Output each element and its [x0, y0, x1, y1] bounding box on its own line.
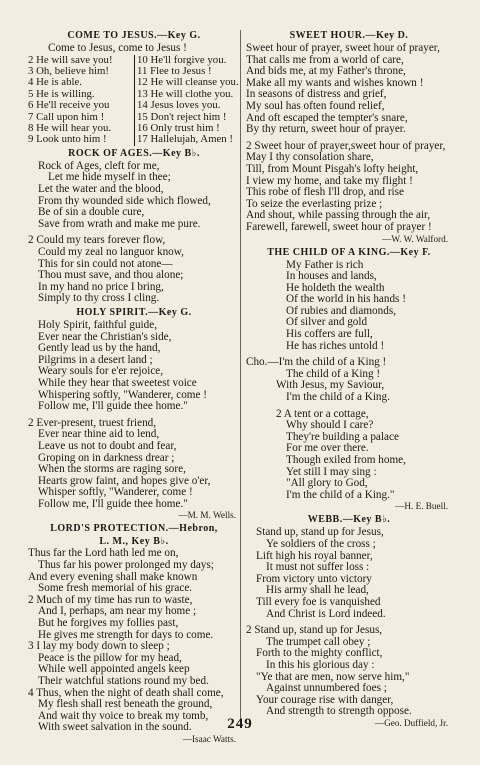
- hymn-line: Farewell, farewell, sweet hour of prayer !: [246, 220, 432, 233]
- hymn-line: Thus far his power prolonged my days;: [38, 559, 214, 572]
- hymn-line: Yet still I may sing :: [286, 465, 377, 478]
- hymn-line: May I thy consolation share,: [246, 151, 374, 164]
- hymn-line: By thy return, sweet hour of prayer.: [246, 123, 406, 136]
- hymn-line: From victory unto victory: [256, 572, 372, 585]
- hymn-line: The trumpet call obey ;: [266, 635, 371, 648]
- hymn-line: Hearts grow faint, and hopes give o'er,: [38, 474, 211, 487]
- hymn-line: Could my zeal no languor know,: [38, 246, 184, 258]
- hymn-author: —Isaac Watts.: [182, 733, 236, 744]
- hymn-title-webb: WEBB.—Key B♭.: [307, 514, 391, 526]
- hymn-line: 3 I lay my body down to sleep ;: [28, 640, 170, 653]
- page-number: 249: [227, 716, 253, 732]
- hymn-title-rock-of-ages: ROCK OF AGES.—Key B♭.: [68, 147, 200, 159]
- hymn-line: Thus far the Lord hath led me on,: [28, 547, 179, 560]
- hymn-line: Leave us not to doubt and fear,: [38, 439, 177, 452]
- hymn-line: Of silver and gold: [286, 316, 368, 329]
- hymn-line: I'm the child of a King.": [286, 488, 395, 501]
- come-to-jesus-verse-grid: [28, 55, 240, 146]
- hymn-line: Ever near the Christian's side,: [38, 330, 172, 343]
- hymn-line: And I, perhaps, am near my home ;: [38, 605, 197, 618]
- hymn-line: Lift high his royal banner,: [256, 549, 373, 562]
- grid-cell: 4 He is able.: [28, 76, 82, 89]
- hymn-title-child-of-a-king: THE CHILD OF A KING.—Key F.: [267, 246, 431, 258]
- grid-cell: 8 He will hear you.: [28, 122, 112, 135]
- hymn-line: Rock of Ages, cleft for me,: [38, 159, 160, 172]
- hymn-line: Sweet hour of prayer, sweet hour of prayer,: [246, 42, 440, 54]
- hymn-line: Be of sin a double cure,: [38, 206, 145, 219]
- hymn-line: It must not suffer loss :: [266, 561, 370, 574]
- hymn-line: Let me hide myself in thee;: [48, 171, 171, 184]
- hymn-line: This for sin could not atone—: [38, 257, 173, 270]
- hymn-line: And shout, while passing through the air,: [246, 209, 431, 222]
- hymn-line: Simply to thy cross I cling.: [38, 292, 160, 305]
- hymn-line: From thy wounded side which flowed,: [38, 194, 211, 207]
- hymn-line: When the storms are raging sore,: [38, 463, 186, 476]
- hymn-line: Follow me, I'll guide thee home.": [38, 497, 188, 510]
- hymn-line: And strength to strength oppose.: [266, 705, 412, 718]
- hymn-line: 2 Ever-present, truest friend,: [28, 416, 157, 429]
- grid-cell: 9 Look unto him !: [28, 133, 107, 146]
- hymn-line: And Christ is Lord indeed.: [266, 607, 386, 620]
- right-column: [246, 28, 452, 729]
- hymn-line: 2 Sweet hour of prayer,sweet hour of prayer,: [246, 139, 446, 152]
- hymn-line: Till every foe is vanquished: [256, 595, 381, 608]
- hymn-author: —Geo. Duffield, Jr.: [374, 717, 448, 728]
- grid-cell: 12 He will cleanse you.: [134, 77, 240, 88]
- hymn-line: Stand up, stand up for Jesus,: [256, 526, 384, 539]
- hymn-line: Weary souls for e'er rejoice,: [38, 365, 164, 378]
- hymn-line: Till, from Mount Pisgah's lofty height,: [246, 162, 419, 175]
- hymn-line: 2 Could my tears forever flow,: [28, 234, 166, 247]
- hymn-line: His army shall he lead,: [266, 584, 369, 597]
- hymn-line: While they hear that sweetest voice: [38, 376, 197, 389]
- hymn-line: Holy Spirit, faithful guide,: [38, 318, 158, 331]
- grid-cell: 2 He will save you!: [28, 53, 113, 66]
- hymn-line: He has riches untold !: [286, 339, 385, 352]
- hymn-line: 2 Much of my time has run to waste,: [28, 593, 193, 606]
- hymn-line: That calls me from a world of care,: [246, 53, 404, 66]
- hymn-line: He gives me strength for days to come.: [38, 628, 214, 641]
- hymn-line: And wait thy voice to break my tomb,: [38, 709, 209, 722]
- hymn-author: —M. M. Wells.: [178, 510, 236, 521]
- hymn-line: Why should I care?: [286, 419, 374, 432]
- hymn-line: Follow me, I'll guide thee home.": [38, 400, 188, 413]
- grid-cell: 10 He'll forgive you.: [134, 55, 240, 66]
- hymn-line: In this his glorious day :: [266, 658, 375, 671]
- hymn-line: Of the world in his hands !: [286, 293, 406, 306]
- hymn-line: In houses and lands,: [286, 270, 377, 283]
- hymn-line: Forth to the mighty conflict,: [256, 647, 383, 660]
- hymn-title-come-to-jesus: COME TO JESUS.—Key G.: [67, 30, 201, 41]
- hymn-line: Whisper softly, "Wanderer, come !: [38, 486, 193, 499]
- hymn-line: Ever near thine aid to lend,: [38, 428, 160, 441]
- hymn-line: 2 Stand up, stand up for Jesus,: [246, 624, 383, 637]
- grid-cell: 6 He'll receive you: [28, 99, 110, 112]
- hymn-line: But he forgives my follies past,: [38, 617, 179, 630]
- hymn-line: To seize the everlasting prize ;: [246, 197, 383, 210]
- hymn-line: Groping on in darkness drear ;: [38, 451, 175, 464]
- hymn-line: For me over there.: [286, 442, 369, 455]
- hymn-line: Gently lead us by the hand,: [38, 342, 161, 355]
- hymn-line: He holdeth the wealth: [286, 281, 385, 294]
- hymn-line: Ye soldiers of the cross ;: [266, 537, 376, 550]
- hymn-line: And oft escaped the tempter's snare,: [246, 111, 408, 124]
- hymn-line: They're building a palace: [286, 430, 399, 443]
- hymn-line: "Ye that are men, now serve him,": [256, 670, 410, 683]
- hymn-line: In seasons of distress and grief,: [246, 88, 387, 101]
- grid-cell: 11 Flee to Jesus !: [134, 66, 240, 77]
- hymn-line: I view my home, and take my flight !: [246, 174, 413, 187]
- hymn-line: Though exiled from home,: [286, 454, 406, 466]
- hymn-line: 2 A tent or a cottage,: [276, 407, 369, 420]
- grid-cell: 16 Only trust him !: [134, 123, 240, 134]
- hymn-line: In my hand no price I bring,: [38, 280, 164, 293]
- hymn-title-sweet-hour: SWEET HOUR.—Key D.: [289, 30, 409, 41]
- hymn-line: Thou must save, and thou alone;: [38, 269, 184, 282]
- hymn-line: Make all my wants and wishes known !: [246, 76, 424, 89]
- grid-cell: 14 Jesus loves you.: [134, 100, 240, 111]
- hymn-line: Come to Jesus, come to Jesus !: [48, 42, 187, 54]
- grid-cell: 7 Call upon him !: [28, 110, 105, 123]
- left-column: [28, 28, 240, 745]
- hymn-author: —W. W. Walford.: [382, 233, 448, 244]
- hymn-line: Against unnumbered foes ;: [266, 682, 387, 695]
- hymn-line: While well appointed angels keep: [38, 663, 190, 676]
- hymn-line: Whispering softly, "Wanderer, come !: [38, 388, 208, 401]
- hymn-line: And bids me, at my Father's throne,: [246, 65, 406, 78]
- hymn-line: With sweet salvation in the sound.: [38, 721, 192, 734]
- hymn-line: Some fresh memorial of his grace.: [38, 582, 193, 595]
- hymn-subtitle-lords-protection: L. M., Key B♭.: [99, 536, 169, 548]
- hymn-line: Pilgrims in a desert land ;: [38, 353, 153, 366]
- hymn-line: Peace is the pillow for my head,: [38, 651, 182, 664]
- hymn-author: —H. E. Buell.: [395, 501, 448, 512]
- hymn-line: 4 Thus, when the night of death shall come,: [28, 686, 224, 699]
- hymn-line: I'm the child of a King.: [286, 391, 390, 404]
- hymn-line: The child of a King !: [286, 367, 381, 380]
- grid-cell: 13 He will clothe you.: [134, 89, 240, 100]
- hymn-line: Let the water and the blood,: [38, 183, 164, 196]
- hymn-line: My Father is rich: [286, 258, 364, 271]
- hymn-line: His coffers are full,: [286, 328, 373, 341]
- hymn-line: Their watchful stations round my bed.: [38, 675, 209, 687]
- hymn-line: Of rubies and diamonds,: [286, 304, 396, 317]
- hymn-title-lords-protection: LORD'S PROTECTION.—Hebron,: [50, 523, 218, 535]
- chorus-label: Cho.: [246, 356, 268, 369]
- grid-cell: 17 Hallelujah, Amen !: [134, 134, 240, 145]
- hymn-line: —I'm the child of a King !: [267, 356, 387, 369]
- hymn-line: This robe of flesh I'll drop, and rise: [246, 186, 404, 199]
- grid-cell: 3 Oh, believe him!: [28, 65, 109, 77]
- grid-cell: 15 Don't reject him !: [134, 112, 240, 123]
- hymn-title-holy-spirit: HOLY SPIRIT.—Key G.: [76, 306, 192, 318]
- hymn-line: My soul has often found relief,: [246, 99, 385, 112]
- hymn-line: My flesh shall rest beneath the ground,: [38, 698, 213, 711]
- hymn-line: Your courage rise with danger,: [256, 693, 394, 706]
- grid-cell: 5 He is willing.: [28, 87, 95, 100]
- hymn-line: Save from wrath and make me pure.: [38, 217, 201, 230]
- column-divider: [240, 30, 241, 725]
- hymn-line: "All glory to God,: [286, 477, 368, 490]
- hymn-line: And every evening shall make known: [28, 570, 198, 583]
- hymn-line: With Jesus, my Saviour,: [276, 379, 385, 392]
